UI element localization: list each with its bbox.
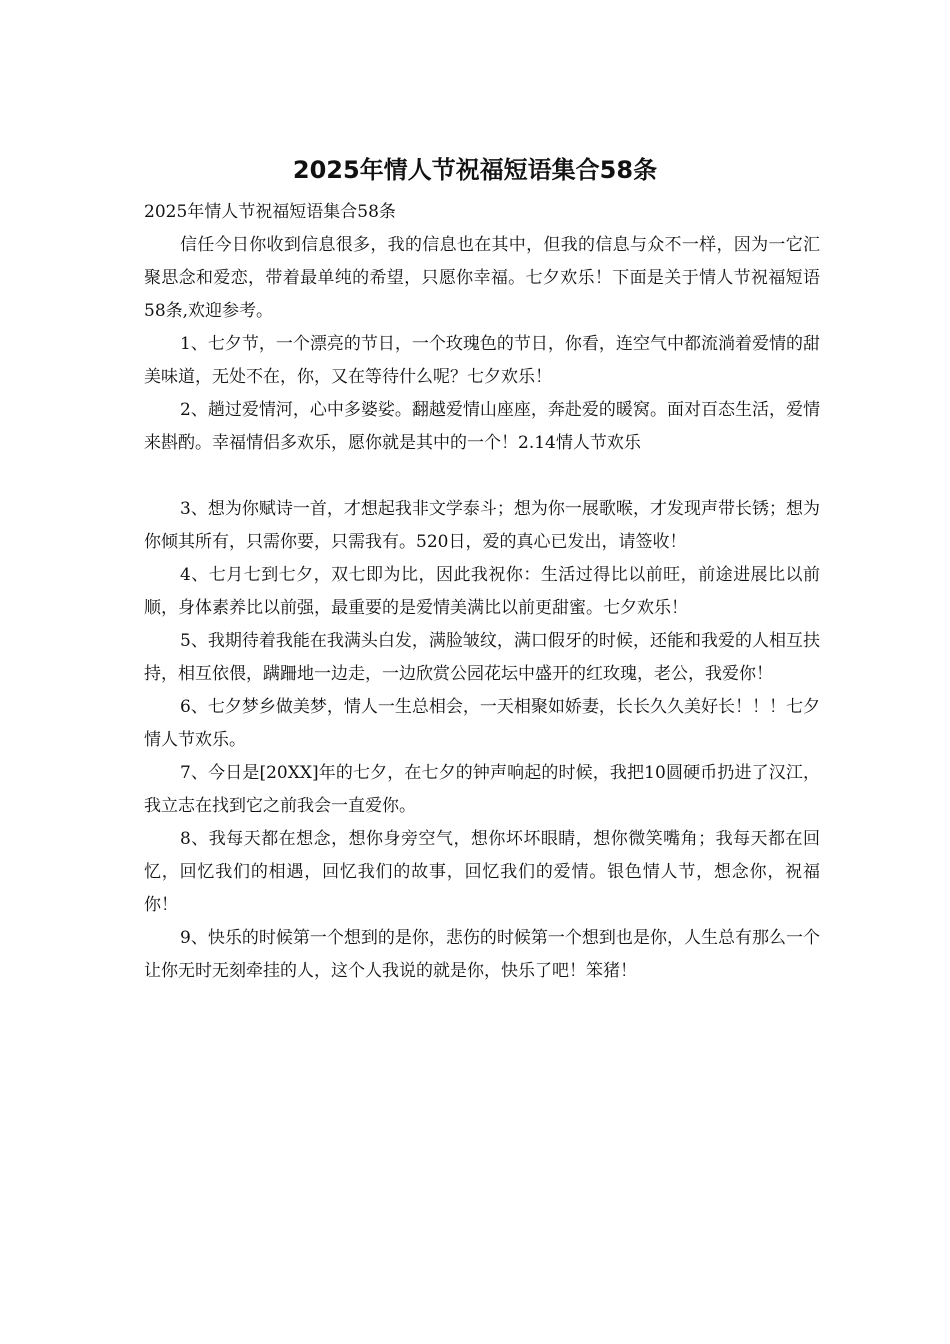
document-subtitle: 2025年情人节祝福短语集合58条 — [144, 202, 396, 222]
wish-item-4: 4、七月七到七夕，双七即为比，因此我祝你：生活过得比以前旺，前途进展比以前顺，身体素养比以前强，最重要的是爱情美满比以前更甜蜜。七夕欢乐！ — [144, 565, 820, 618]
document-title: 2025年情人节祝福短语集合58条 — [292, 156, 658, 184]
wish-item-2: 2、趟过爱情河，心中多婆娑。翻越爱情山座座，奔赴爱的暖窝。面对百态生活，爱情来斟酌。幸福情侣多欢乐，愿你就是其中的一个！2.14情人节欢乐 — [144, 400, 820, 453]
document-body — [144, 196, 820, 988]
wish-item-1: 1、七夕节，一个漂亮的节日，一个玫瑰色的节日，你看，连空气中都流淌着爱情的甜美味道，无处不在，你，又在等待什么呢？七夕欢乐！ — [144, 334, 820, 387]
intro-paragraph: 信任今日你收到信息很多，我的信息也在其中，但我的信息与众不一样，因为一它汇聚思念和爱恋，带着最单纯的希望，只愿你幸福。七夕欢乐！下面是关于情人节祝福短语58条,欢迎参考。 — [144, 235, 820, 321]
wish-item-9: 9、快乐的时候第一个想到的是你，悲伤的时候第一个想到也是你，人生总有那么一个让你无时无刻牵挂的人，这个人我说的就是你，快乐了吧！笨猪！ — [144, 928, 820, 981]
wish-item-8: 8、我每天都在想念，想你身旁空气，想你坏坏眼睛，想你微笑嘴角；我每天都在回忆，回忆我们的相遇，回忆我们的故事，回忆我们的爱情。银色情人节，想念你，祝福你！ — [144, 829, 820, 915]
wish-item-3: 3、想为你赋诗一首，才想起我非文学泰斗；想为你一展歌喉，才发现声带长锈；想为你倾其所有，只需你要，只需我有。520日，爱的真心已发出，请签收！ — [144, 499, 820, 552]
wish-item-5: 5、我期待着我能在我满头白发，满脸皱纹，满口假牙的时候，还能和我爱的人相互扶持，相互依偎，蹒跚地一边走，一边欣赏公园花坛中盛开的红玫瑰，老公，我爱你！ — [144, 631, 820, 684]
wish-item-7: 7、今日是[20XX]年的七夕，在七夕的钟声响起的时候，我把10圆硬币扔进了汉江，我立志在找到它之前我会一直爱你。 — [144, 763, 820, 816]
paragraph-gap — [144, 460, 820, 493]
wish-item-6: 6、七夕梦乡做美梦，情人一生总相会，一天相聚如娇妻，长长久久美好长！！！七夕情人节欢乐。 — [144, 697, 820, 750]
